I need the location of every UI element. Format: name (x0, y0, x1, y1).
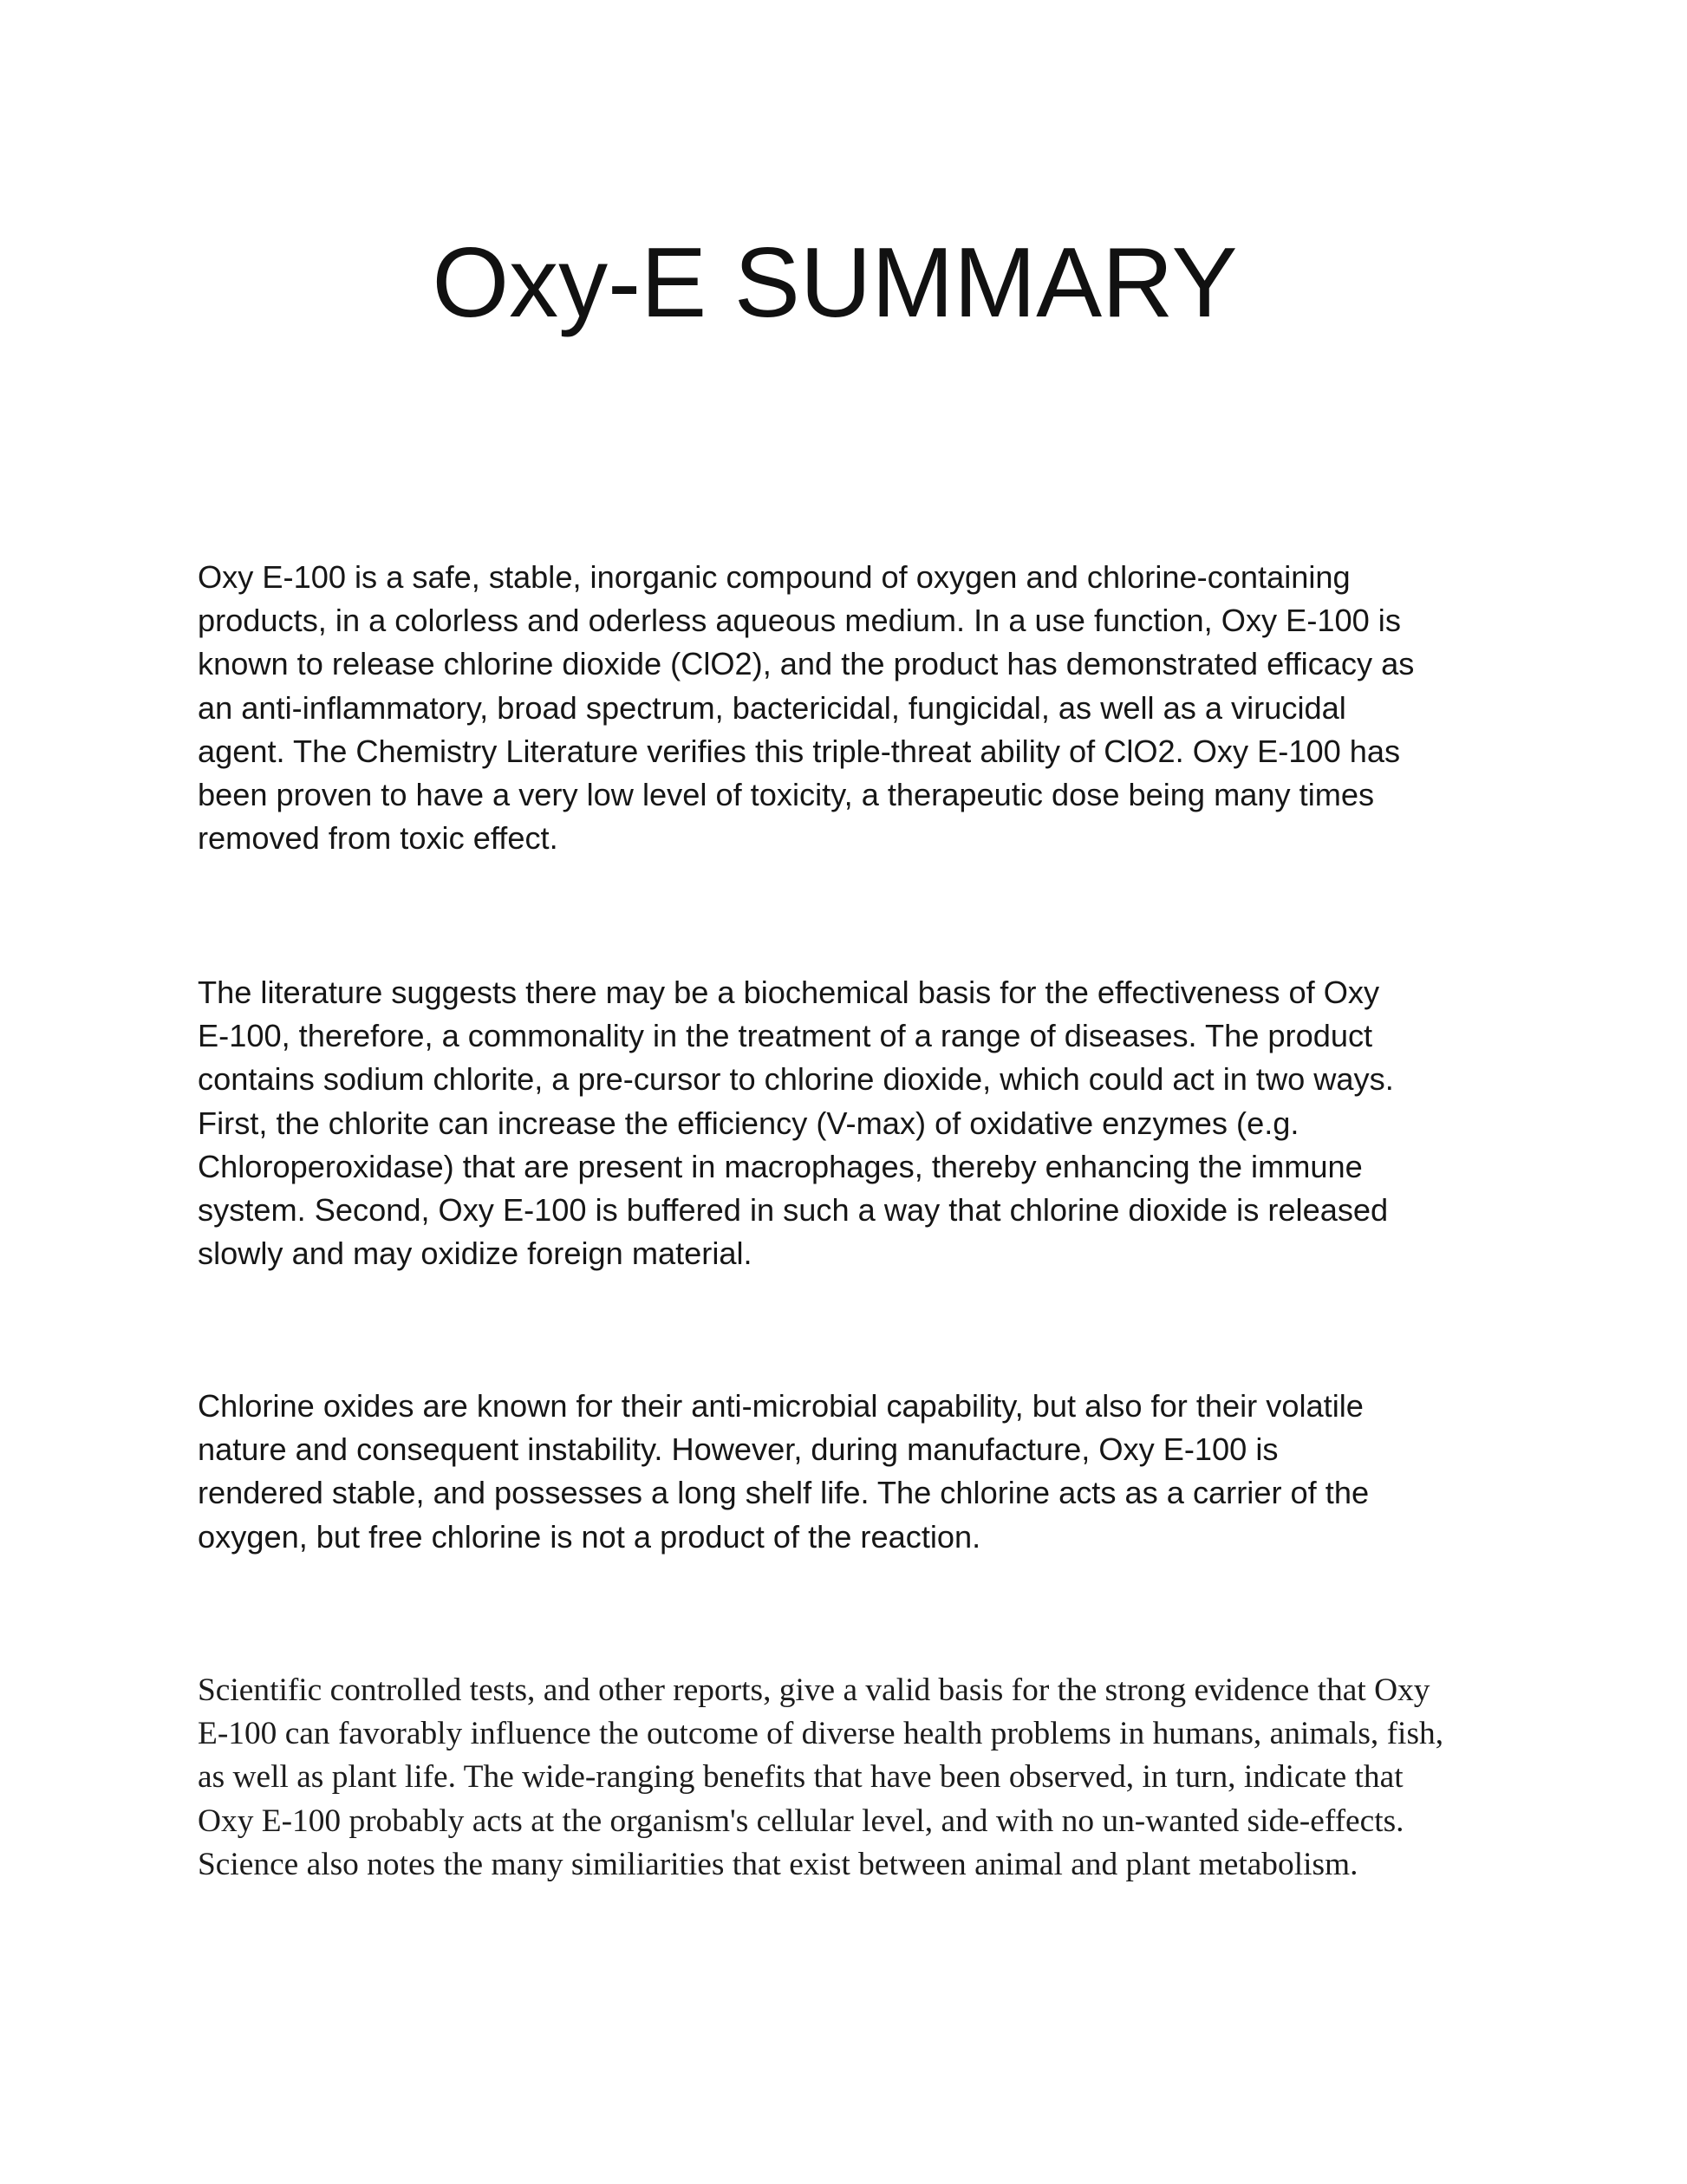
paragraph-overview (198, 556, 1498, 860)
paragraph-line: products, in a colorless and oderless aqueous medium. In a use function, Oxy E-100 is (198, 603, 1401, 639)
paragraph-stability (198, 1385, 1498, 1559)
document-title: Oxy-E SUMMARY (432, 228, 1238, 338)
paragraph-biochemical-basis (198, 971, 1498, 1275)
paragraph-line: The literature suggests there may be a biochemical basis for the effectiveness of Oxy (198, 975, 1380, 1010)
paragraph-line: oxygen, but free chlorine is not a product of the reaction. (198, 1518, 981, 1555)
paragraph-line: nature and consequent instability. However, during manufacture, Oxy E-100 is (198, 1431, 1279, 1468)
paragraph-line: agent. The Chemistry Literature verifies this triple-threat ability of ClO2. Oxy E-100 has (198, 733, 1401, 769)
paragraph-line: E-100, therefore, a commonality in the treatment of a range of diseases. The product (198, 1018, 1373, 1054)
paragraph-line: an anti-inflammatory, broad spectrum, bactericidal, fungicidal, as well as a virucidal (198, 689, 1346, 726)
paragraph-line: Scientific controlled tests, and other reports, give a valid basis for the strong evidence that Oxy (198, 1672, 1430, 1708)
paragraph-line: rendered stable, and possesses a long shelf life. The chlorine acts as a carrier of the (198, 1475, 1370, 1511)
paragraph-line: First, the chlorite can increase the efficiency (V-max) of oxidative enzymes (e.g. (198, 1105, 1299, 1141)
paragraph-line: Oxy E-100 probably acts at the organism's cellular level, and with no un-wanted side-effects. (198, 1803, 1404, 1839)
paragraph-line: known to release chlorine dioxide (ClO2), and the product has demonstrated efficacy as (198, 646, 1415, 682)
paragraph-line: Science also notes the many similiarities that exist between animal and plant metabolism. (198, 1846, 1358, 1882)
paragraph-line: as well as plant life. The wide-ranging benefits that have been observed, in turn, indicate that (198, 1759, 1404, 1796)
paragraph-scientific-evidence (198, 1669, 1498, 1887)
paragraph-line: been proven to have a very low level of toxicity, a therapeutic dose being many times (198, 777, 1375, 813)
paragraph-line: Chlorine oxides are known for their anti-microbial capability, but also for their volatile (198, 1388, 1364, 1424)
paragraph-line: E-100 can favorably influence the outcome of diverse health problems in humans, animals, fish, (198, 1716, 1444, 1752)
paragraph-line: contains sodium chlorite, a pre-cursor to chlorine dioxide, which could act in two ways. (198, 1061, 1394, 1098)
paragraph-line: Chloroperoxidase) that are present in macrophages, thereby enhancing the immune (198, 1148, 1363, 1184)
paragraph-line: system. Second, Oxy E-100 is buffered in such a way that chlorine dioxide is released (198, 1192, 1389, 1229)
paragraph-line: slowly and may oxidize foreign material. (198, 1235, 752, 1272)
paragraph-line: Oxy E-100 is a safe, stable, inorganic compound of oxygen and chlorine-containing (198, 559, 1351, 595)
paragraph-line: removed from toxic effect. (198, 820, 558, 857)
